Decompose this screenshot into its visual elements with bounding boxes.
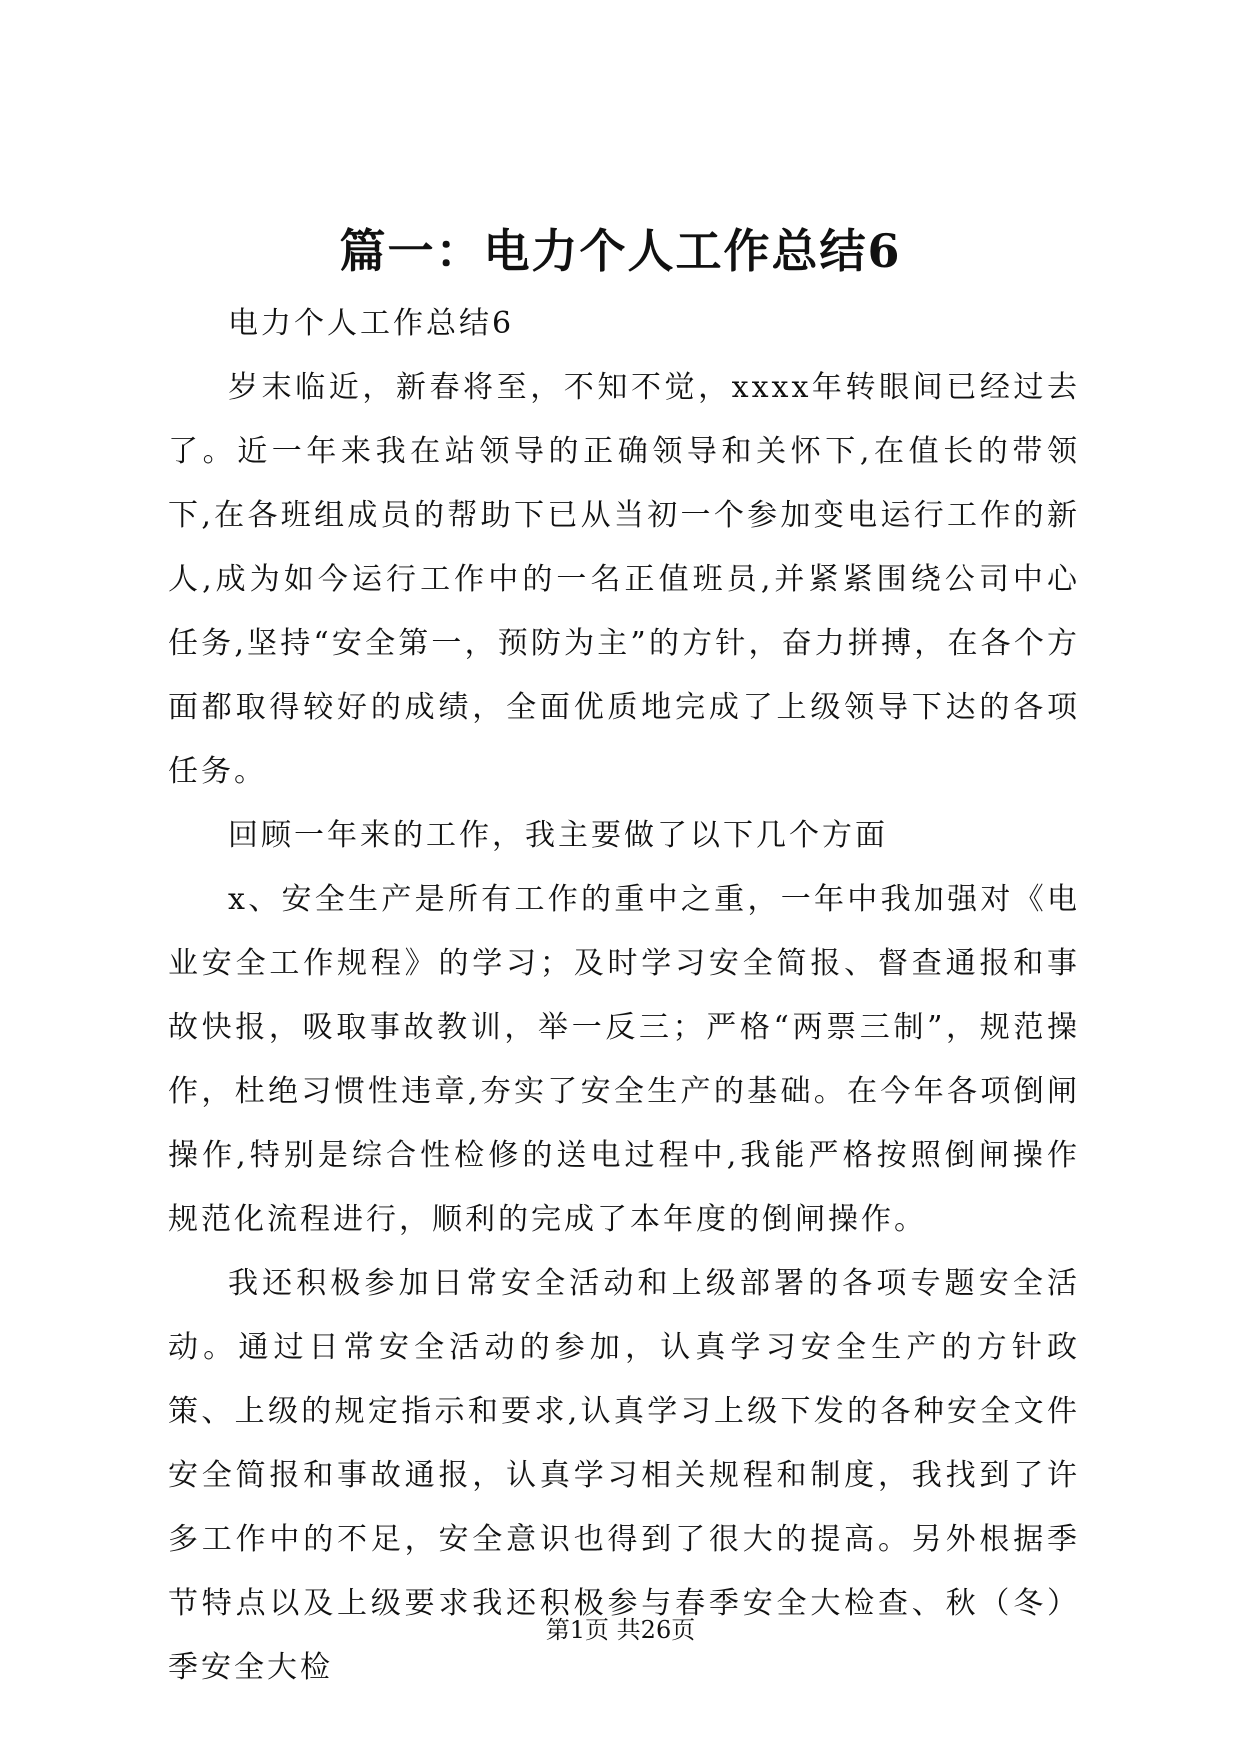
document-title: 篇一：电力个人工作总结6 bbox=[339, 224, 902, 278]
paragraph-subtitle: 电力个人工作总结6 bbox=[228, 306, 515, 341]
document-body bbox=[168, 292, 1080, 1700]
paragraph-safety-activities: 我还积极参加日常安全活动和上级部署的各项专题安全活动。通过日常安全活动的参加，认真学习安全生产的方针政策、上级的规定指示和要求,认真学习上级下发的各种安全文件安全简报和事故通报，认真学习相关规程和制度，我找到了许多工作中的不足，安全意识也得到了很大的提高。另外根据季节特点以及上级要求我还积极参与春季安全大检查、秋（冬）季安全大检 bbox=[168, 1266, 1080, 1685]
page-footer: 第1页 共26页 bbox=[545, 1616, 696, 1644]
paragraph-intro: 岁末临近，新春将至，不知不觉，xxxx年转眼间已经过去了。近一年来我在站领导的正确领导和关怀下,在值长的带领下,在各班组成员的帮助下已从当初一个参加变电运行工作的新人,成为如今运行工作中的一名正值班员,并紧紧围绕公司中心任务,坚持“安全第一，预防为主”的方针，奋力拼搏，在各个方面都取得较好的成绩，全面优质地完成了上级领导下达的各项任务。 bbox=[168, 370, 1080, 789]
paragraph-safety-production: x、安全生产是所有工作的重中之重，一年中我加强对《电业安全工作规程》的学习；及时学习安全简报、督查通报和事故快报，吸取事故教训，举一反三；严格“两票三制”，规范操作，杜绝习惯性违章,夯实了安全生产的基础。在今年各项倒闸操作,特别是综合性检修的送电过程中,我能严格按照倒闸操作规范化流程进行，顺利的完成了本年度的倒闸操作。 bbox=[168, 882, 1080, 1237]
paragraph-review: 回顾一年来的工作，我主要做了以下几个方面 bbox=[228, 818, 888, 853]
